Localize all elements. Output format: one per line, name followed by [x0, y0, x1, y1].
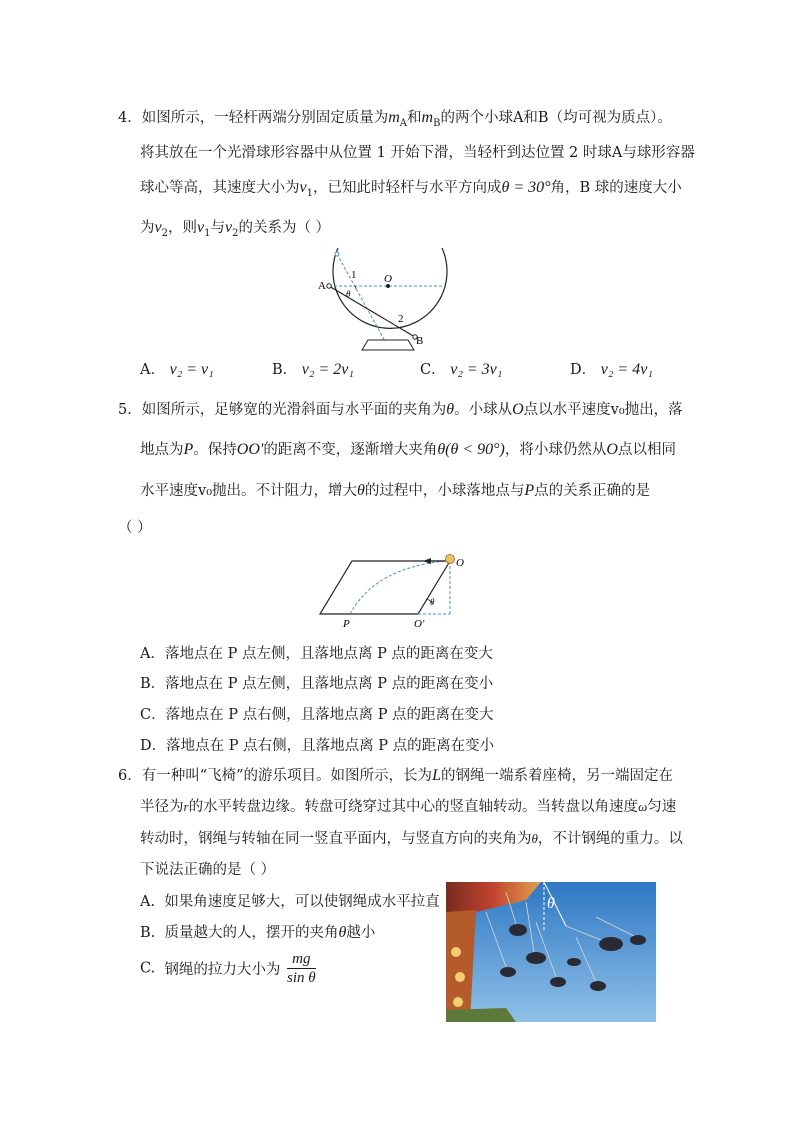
q5-line-2: 地点为P。保持OO'的距离不变，逐渐增大夹角θ(θ < 90°)，将小球仍然从O点以相同	[140, 441, 676, 458]
q4-rod-position-2	[329, 286, 415, 337]
q4-option-d[interactable]: D． v₂ = 4v₁	[570, 361, 653, 378]
q6-photo-lamp-2	[455, 972, 465, 982]
q6-line-3: 转动时，钢绳与转轴在同一竖直平面内，与竖直方向的夹角为θ，不计钢绳的重力。以	[140, 831, 683, 847]
q4-line-3: 球心等高，其速度大小为$v_1$，已知此时轻杆与水平方向成θ = 30°角，B 球的速度大小	[140, 179, 682, 199]
q4-ball-start-top	[335, 252, 339, 256]
q6-option-a[interactable]: A. 如果角速度足够大，可以使钢绳成水平拉直	[140, 894, 440, 910]
q6-photo-lamp-1	[451, 947, 461, 957]
q6-line-2: 半径为r的水平转盘边缘。转盘可绕穿过其中心的竖直轴转动。当转盘以角速度ω匀速	[140, 799, 677, 815]
q5-line-3: 水平速度v₀抛出。不计阻力，增大θ的过程中，小球落地点与P点的关系正确的是	[140, 482, 651, 499]
q4-label-1: 1	[351, 269, 357, 281]
q6-number: 6．	[118, 768, 142, 784]
q4-line-2: 将其放在一个光滑球形容器中从位置 1 开始下滑，当轻杆到达位置 2 时球A与球形容器	[140, 145, 695, 161]
q6-line-1: 6．有一种叫“飞椅”的游乐项目。如图所示，长为L的钢绳一端系着座椅，另一端固定在	[118, 767, 673, 784]
q5-line-1: 5．如图所示，足够宽的光滑斜面与水平面的夹角为θ。小球从O点以水平速度v₀抛出，落	[118, 401, 683, 418]
q6-flying-chairs-photo	[446, 882, 656, 1022]
q5-label-theta: θ	[430, 597, 435, 607]
q6-photo-theta: θ	[547, 895, 555, 912]
q4-line-4: 为$v_2$，则$v_1$与$v_2$的关系为（ ）	[140, 219, 331, 239]
q4-label-theta: θ	[346, 289, 351, 299]
q4-label-o: O	[384, 273, 392, 285]
q5-option-a[interactable]: A．落地点在 P 点左侧，且落地点离 P 点的距离在变大	[140, 646, 493, 662]
q5-ball	[446, 555, 455, 564]
q5-label-p: P	[343, 618, 350, 630]
q4-stand	[362, 340, 414, 350]
q4-option-a[interactable]: A． v₂ = v₁	[140, 361, 214, 378]
q6-option-c[interactable]: C. 钢绳的拉力大小为 $\frac{mg}{\text{sin θ}}$	[140, 951, 316, 986]
q6-line-4: 下说法正确的是（ ）	[140, 862, 276, 878]
q6-tension-fraction: $\frac{mg}{\text{sin θ}}$	[287, 951, 316, 986]
q5-line-4: （ ）	[118, 520, 152, 536]
q5-incline-figure	[315, 548, 480, 630]
q4-option-b[interactable]: B． v₂ = 2v₁	[272, 361, 354, 378]
q5-label-o: O	[456, 557, 464, 569]
q6-photo-trees	[446, 1008, 516, 1022]
q4-ball-a	[327, 284, 331, 288]
q4-label-2: 2	[398, 313, 404, 325]
q5-option-c[interactable]: C．落地点在 P 点右侧，且落地点离 P 点的距离在变大	[140, 707, 494, 723]
q4-rod-position-1	[337, 254, 386, 343]
q4-number: 4．	[118, 110, 142, 126]
q5-label-o-prime: O'	[414, 618, 425, 630]
q5-number: 5．	[118, 402, 142, 418]
q4-line-1: 4．如图所示，一轻杆两端分别固定质量为$m_A$和$m_B$的两个小球A和B（均可视为质点）。	[118, 109, 672, 129]
q5-option-d[interactable]: D．落地点在 P 点右侧，且落地点离 P 点的距离在变小	[140, 738, 495, 754]
q5-option-b[interactable]: B．落地点在 P 点左侧，且落地点离 P 点的距离在变小	[140, 676, 494, 692]
q4-option-c[interactable]: C． v₂ = 3v₁	[420, 361, 503, 378]
q4-sphere-figure	[310, 240, 460, 354]
q6-photo-lamp-3	[453, 997, 463, 1007]
q4-label-b: B	[416, 335, 424, 347]
q4-label-a: A	[318, 280, 326, 292]
q6-option-b[interactable]: B. 质量越大的人，摆开的夹角θ越小	[140, 924, 376, 941]
